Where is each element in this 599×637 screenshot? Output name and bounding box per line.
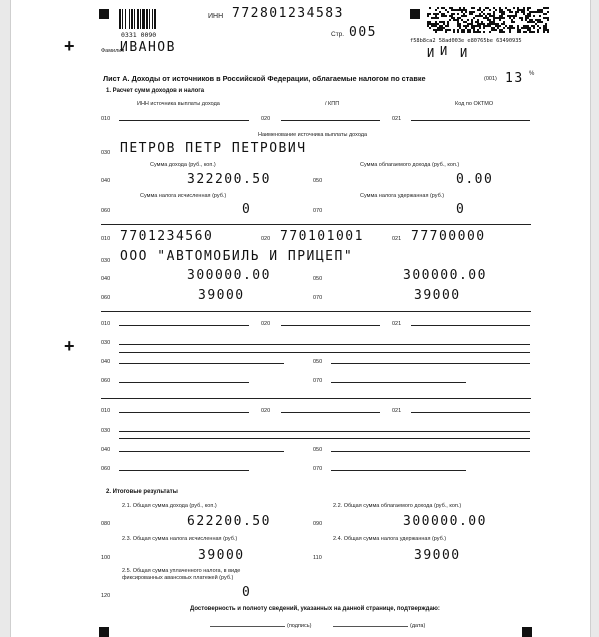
field-inn-source-a[interactable] [119, 120, 249, 121]
code-040-a: 040 [101, 178, 111, 184]
corner-marker-bottom-left [99, 627, 109, 637]
field-income-c[interactable] [119, 363, 284, 364]
page-label: Стр. [331, 31, 345, 38]
section2-title: 2. Итоговые результаты [106, 489, 178, 495]
signature-field[interactable] [210, 626, 285, 627]
surname-label: Фамилия [101, 48, 125, 54]
col-tax-calc-a: Сумма налога исчисленная (руб.) [140, 193, 227, 199]
rate-code: (001) [484, 76, 497, 82]
code-080: 080 [101, 521, 111, 527]
code-070-b: 070 [313, 295, 323, 301]
total-income: 622200.50 [187, 514, 271, 529]
code-010-b: 010 [101, 236, 111, 242]
tax-calc-b: 39000 [198, 288, 245, 303]
divider-2 [101, 311, 531, 312]
code-090: 090 [313, 521, 323, 527]
col-kpp: / КПП [325, 101, 340, 107]
col-oktmo: Код по ОКТМО [455, 101, 494, 107]
viewer-right-edge [590, 0, 599, 637]
code-100: 100 [101, 555, 111, 561]
field-tax-calc-d[interactable] [119, 470, 249, 471]
field-source-name-c2[interactable] [119, 352, 530, 353]
col-taxable-a: Сумма облагаемого дохода (руб., коп.) [360, 162, 460, 168]
field-tax-withheld-d[interactable] [331, 470, 466, 471]
divider-3 [101, 398, 531, 399]
date-label: (дата) [410, 623, 426, 629]
code-020-d: 020 [261, 408, 271, 414]
code-021-d: 021 [392, 408, 402, 414]
rate-value: 13 [505, 71, 524, 86]
oktmo-b: 77700000 [411, 229, 486, 244]
section1-title: 1. Расчет сумм доходов и налога [106, 88, 205, 94]
code-030-b: 030 [101, 258, 111, 264]
code-050-a: 050 [313, 178, 323, 184]
page-number: 005 [349, 25, 377, 40]
code-070-d: 070 [313, 466, 323, 472]
code-060-d: 060 [101, 466, 111, 472]
code-010-a: 010 [101, 116, 111, 122]
registration-plus-top: + [64, 36, 75, 56]
field-inn-source-c[interactable] [119, 325, 249, 326]
initial-2: И [440, 44, 449, 58]
total-paid-label: 2.5. Общая сумма уплаченного налога, в виде фиксированных авансовых платежей (руб.) [122, 568, 241, 581]
barcode-image [119, 9, 161, 29]
code-021-b: 021 [392, 236, 402, 242]
code-030-d1: 030 [101, 428, 111, 434]
total-tax-calc: 39000 [198, 548, 245, 563]
field-income-d[interactable] [119, 451, 284, 452]
taxable-a: 0.00 [456, 172, 494, 187]
code-050-c: 050 [313, 359, 323, 365]
code-030-a: 030 [101, 150, 111, 156]
col-inn-source: ИНН источника выплаты дохода [137, 101, 220, 107]
col-tax-withheld-a: Сумма налога удержанная (руб.) [360, 193, 445, 199]
field-kpp-a[interactable] [281, 120, 380, 121]
barcode-number: 0331 0090 [121, 31, 157, 39]
code-060-a: 060 [101, 208, 111, 214]
total-tax-withheld: 39000 [414, 548, 461, 563]
col-income-a: Сумма дохода (руб., коп.) [150, 162, 216, 168]
surname-value: ИВАНОВ [120, 40, 176, 55]
corner-marker-top-right [410, 9, 420, 19]
code-040-b: 040 [101, 276, 111, 282]
code-020-a: 020 [261, 116, 271, 122]
field-source-name-d1[interactable] [119, 431, 530, 432]
registration-plus-middle: + [64, 336, 75, 356]
code-110: 110 [313, 555, 322, 561]
confirmation-text: Достоверность и полноту сведений, указанных на данной странице, подтверждаю: [190, 606, 440, 612]
qr-code-image [427, 7, 549, 33]
taxable-b: 300000.00 [403, 268, 487, 283]
rate-unit: % [529, 71, 535, 77]
field-inn-source-d[interactable] [119, 412, 249, 413]
code-060-c: 060 [101, 378, 111, 384]
inn-label: ИНН [208, 13, 224, 20]
code-010-d: 010 [101, 408, 111, 414]
field-source-name-d2[interactable] [119, 438, 530, 439]
income-a: 322200.50 [187, 172, 271, 187]
code-050-b: 050 [313, 276, 323, 282]
code-040-c: 040 [101, 359, 111, 365]
tax-calc-a: 0 [242, 202, 252, 217]
field-tax-withheld-c[interactable] [331, 382, 466, 383]
corner-marker-bottom-right [522, 627, 532, 637]
tax-withheld-a: 0 [456, 202, 466, 217]
inn-value: 772801234583 [232, 6, 344, 21]
inn-b: 7701234560 [120, 229, 214, 244]
code-060-b: 060 [101, 295, 111, 301]
corner-marker-top-left [99, 9, 109, 19]
initial-1: И [427, 46, 436, 60]
code-010-c: 010 [101, 321, 111, 327]
field-kpp-c[interactable] [281, 325, 380, 326]
field-taxable-c[interactable] [331, 363, 530, 364]
code-070-a: 070 [313, 208, 323, 214]
income-b: 300000.00 [187, 268, 271, 283]
field-oktmo-c[interactable] [411, 325, 530, 326]
kpp-b: 770101001 [280, 229, 364, 244]
signature-label: (подпись) [287, 623, 312, 629]
col-source-name: Наименование источника выплаты дохода [258, 132, 368, 138]
total-tax-withheld-label: 2.4. Общая сумма налога удержанная (руб.) [333, 536, 447, 542]
initial-3: И [460, 46, 469, 60]
total-income-label: 2.1. Общая сумма дохода (руб., коп.) [122, 503, 217, 509]
total-taxable-label: 2.2. Общая сумма облагаемого дохода (руб., коп.) [333, 503, 462, 509]
qr-caption: f58b8ca2 58ad003e e80765be 63490935 [410, 38, 522, 44]
divider-1 [101, 224, 531, 225]
code-021-a: 021 [392, 116, 402, 122]
field-taxable-d[interactable] [331, 451, 530, 452]
source-name-a: ПЕТРОВ ПЕТР ПЕТРОВИЧ [120, 141, 307, 156]
code-030-c1: 030 [101, 340, 111, 346]
code-040-d: 040 [101, 447, 111, 453]
source-name-b: ООО "АВТОМОБИЛЬ И ПРИЦЕП" [120, 249, 354, 264]
code-021-c: 021 [392, 321, 402, 327]
date-field[interactable] [333, 626, 408, 627]
field-oktmo-d[interactable] [411, 412, 530, 413]
code-020-b: 020 [261, 236, 271, 242]
sheet-title: Лист А. Доходы от источников в Российской Федерации, облагаемые налогом по ставке [103, 74, 426, 83]
code-120: 120 [101, 593, 111, 599]
field-kpp-d[interactable] [281, 412, 380, 413]
field-oktmo-a[interactable] [411, 120, 530, 121]
total-taxable: 300000.00 [403, 514, 487, 529]
code-070-c: 070 [313, 378, 323, 384]
total-paid: 0 [242, 585, 252, 600]
field-source-name-c1[interactable] [119, 344, 530, 345]
code-020-c: 020 [261, 321, 271, 327]
tax-withheld-b: 39000 [414, 288, 461, 303]
viewer-left-edge [0, 0, 11, 637]
code-050-d: 050 [313, 447, 323, 453]
total-tax-calc-label: 2.3. Общая сумма налога исчисленная (руб.) [122, 536, 238, 542]
field-tax-calc-c[interactable] [119, 382, 249, 383]
